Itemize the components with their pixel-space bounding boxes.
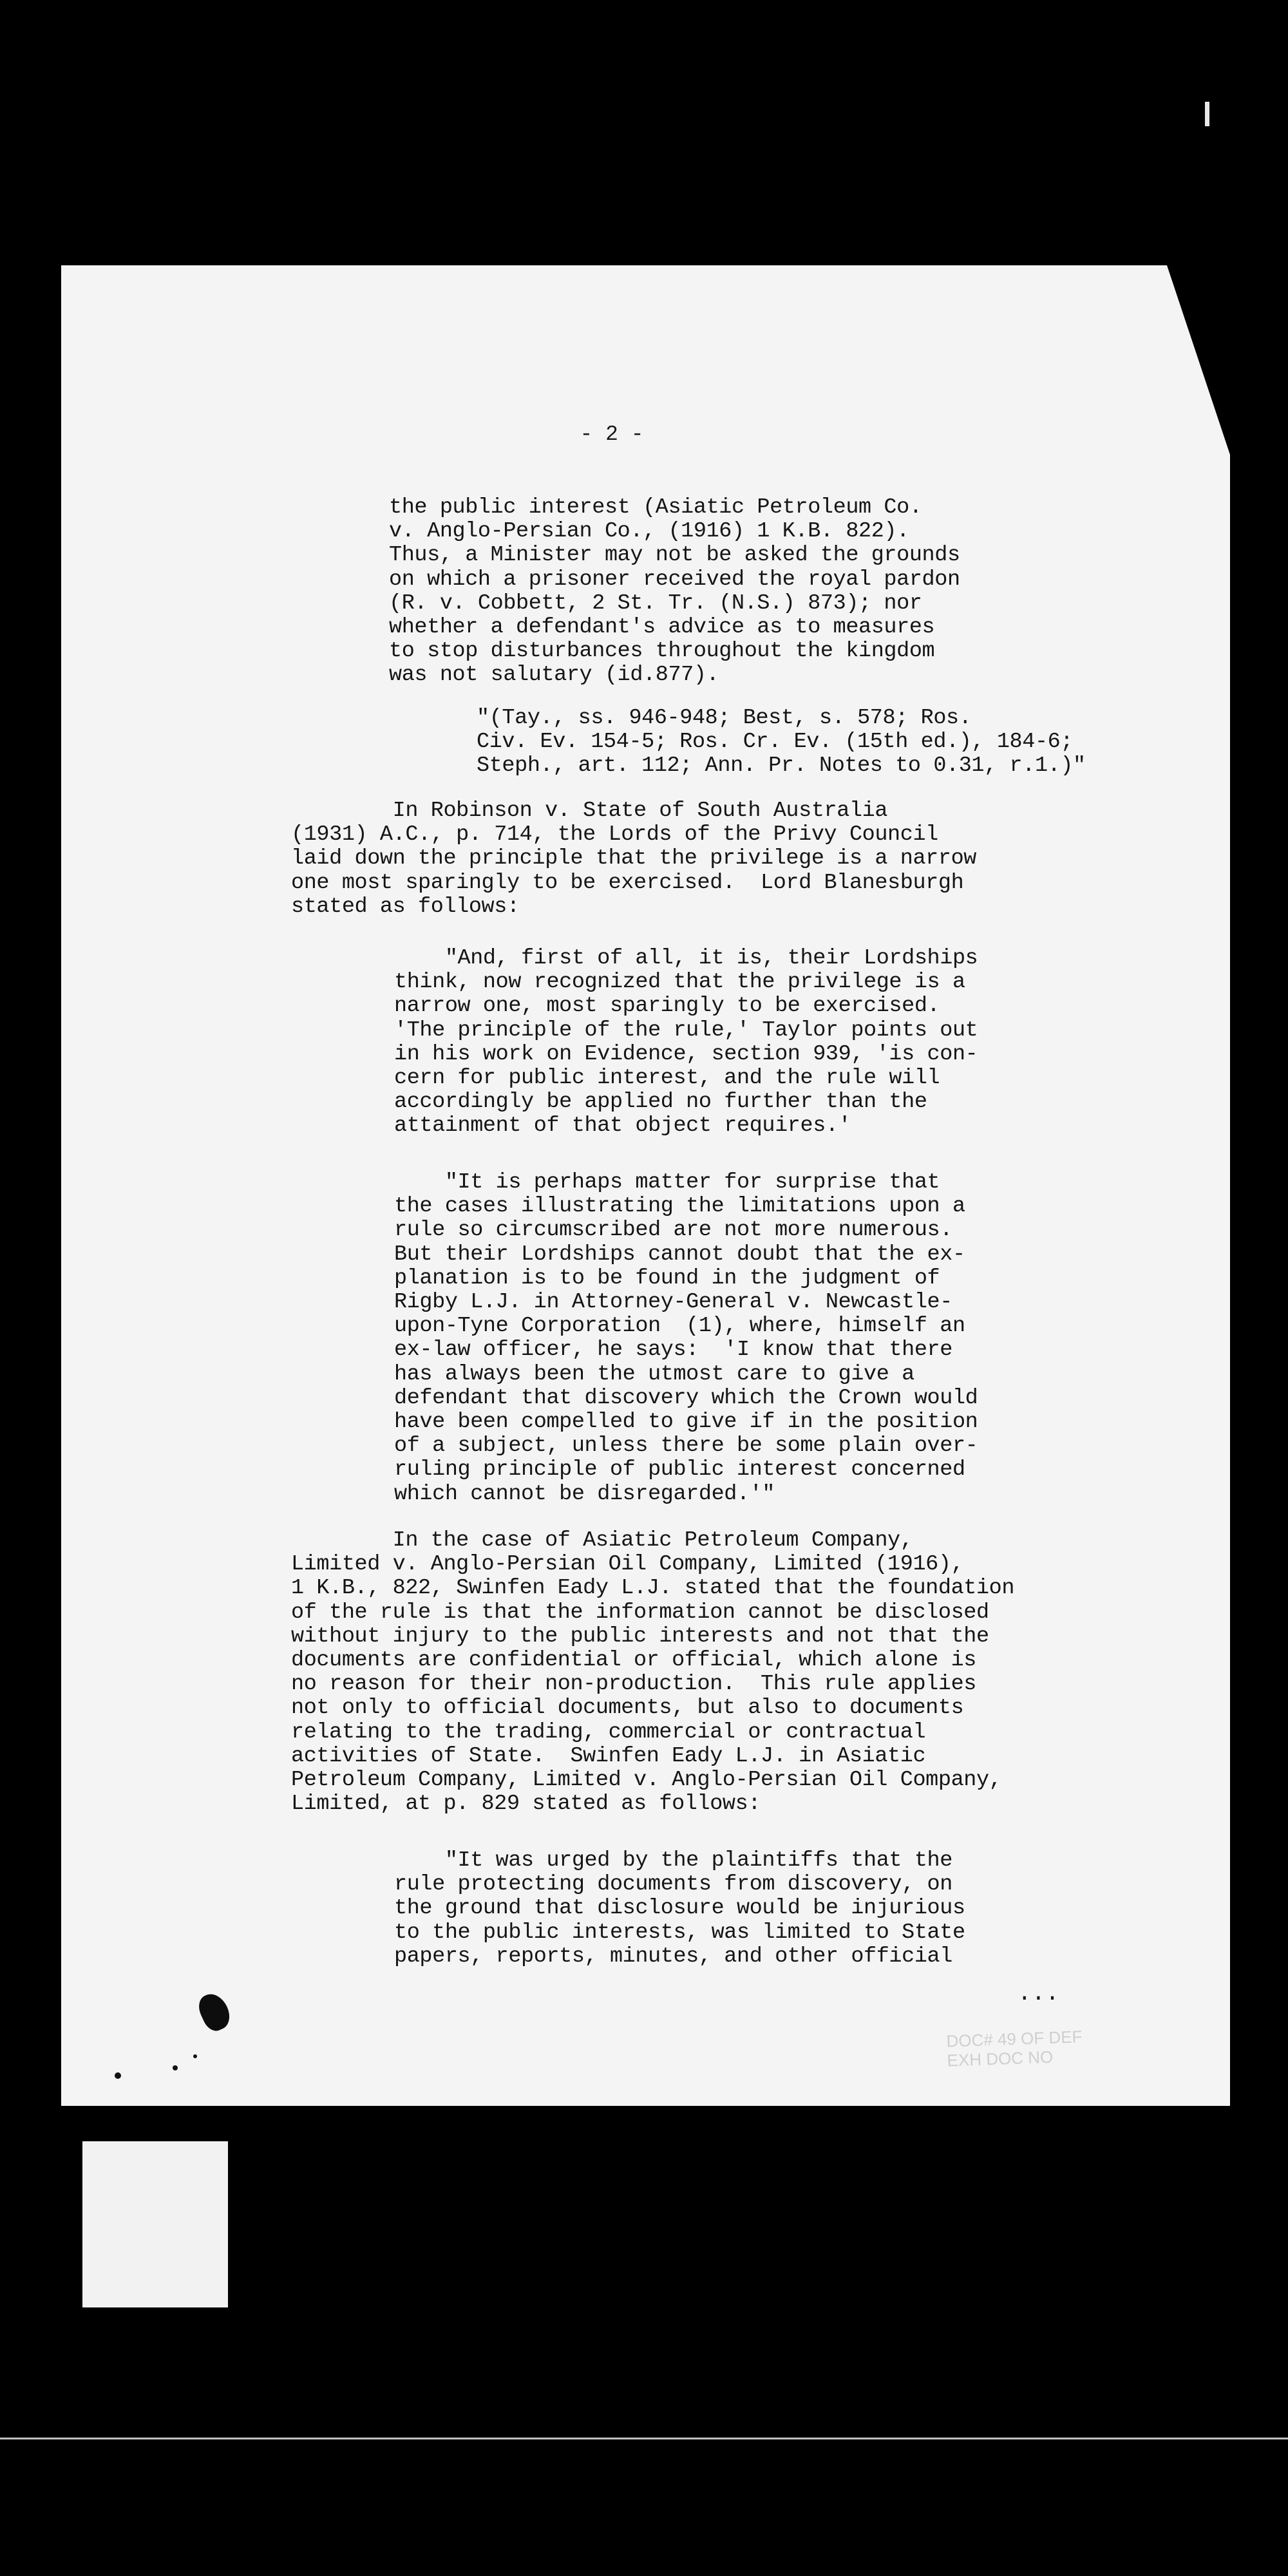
page-number: - 2 -: [580, 422, 644, 446]
paper-slip: [82, 2141, 228, 2307]
paragraph-continuation: the public interest (Asiatic Petroleum Co. v. Anglo-Persian Co., (1916) 1 K.B. 822). Thus, a Minister may not be asked the grounds on which a prisoner received the royal pardon (R. v. Cobbett, 2 St. Tr. (N.S.) 873); nor whether a defendant's advice as to measures to stop disturbances throughout the kingdom was not salutary (id.877).: [389, 495, 960, 688]
quote-blanesburgh-2: "It is perhaps matter for surprise that the cases illustrating the limitations upon a rule so circumscribed are not more numerous. But their Lordships cannot doubt that the ex- planation is to be found in the judgment of Rigby L.J. in Attorney-General v. Newcastle- upon-Tyne Corporation (1), where, himself an ex-law officer, he says: 'I know that there has always been the utmost care to give a defendant that discovery which the Crown would have been compelled to give if in the position of a subject, unless there be some plain over- ruling principle of public interest concerned which cannot be disregarded.'": [394, 1170, 978, 1506]
ink-speck: [193, 2054, 197, 2058]
faint-stamp: DOC# 49 OF DEF EXH DOC NO: [946, 2027, 1083, 2070]
continuation-mark: ...: [1018, 1980, 1059, 2007]
film-edge-line: [0, 2438, 1288, 2439]
film-edge-mark: [1205, 102, 1209, 126]
ink-speck: [115, 2072, 121, 2079]
paragraph-asiatic-petroleum: In the case of Asiatic Petroleum Company, Limited v. Anglo-Persian Oil Company, Limited (1916), 1 K.B., 822, Swinfen Eady L.J. stated that the foundation of the rule is that the information cannot be disclosed without injury to the public interests and not that the documents are confidential or official, which alone is no reason for their non-production. This rule applies not only to official documents, but also to documents relating to the trading, commercial or contractual activities of State. Swinfen Eady L.J. in Asiatic Petroleum Company, Limited v. Anglo-Persian Oil Company, Limited, at p. 829 stated as follows:: [291, 1528, 1015, 1817]
quote-swinfen-eady: "It was urged by the plaintiffs that the rule protecting documents from discovery, on the ground that disclosure would be injurious to the public interests, was limited to State papers, reports, minutes, and other official: [394, 1848, 965, 1969]
ink-speck: [173, 2065, 178, 2070]
quote-blanesburgh-1: "And, first of all, it is, their Lordships think, now recognized that the privilege is a narrow one, most sparingly to be exercised. 'The principle of the rule,' Taylor points out in his work on Evidence, section 939, 'is con- cern for public interest, and the rule will accordingly be applied no further than the attainment of that object requires.': [394, 946, 978, 1139]
paragraph-citations: "(Tay., ss. 946-948; Best, s. 578; Ros. Civ. Ev. 154-5; Ros. Cr. Ev. (15th ed.), 184-6; Steph., art. 112; Ann. Pr. Notes to 0.31, r.1.)": [477, 706, 1086, 779]
paragraph-robinson: In Robinson v. State of South Australia (1931) A.C., p. 714, the Lords of the Privy Council laid down the principle that the privilege is a narrow one most sparingly to be exercised. Lord Blanesburgh stated as follows:: [291, 799, 976, 919]
